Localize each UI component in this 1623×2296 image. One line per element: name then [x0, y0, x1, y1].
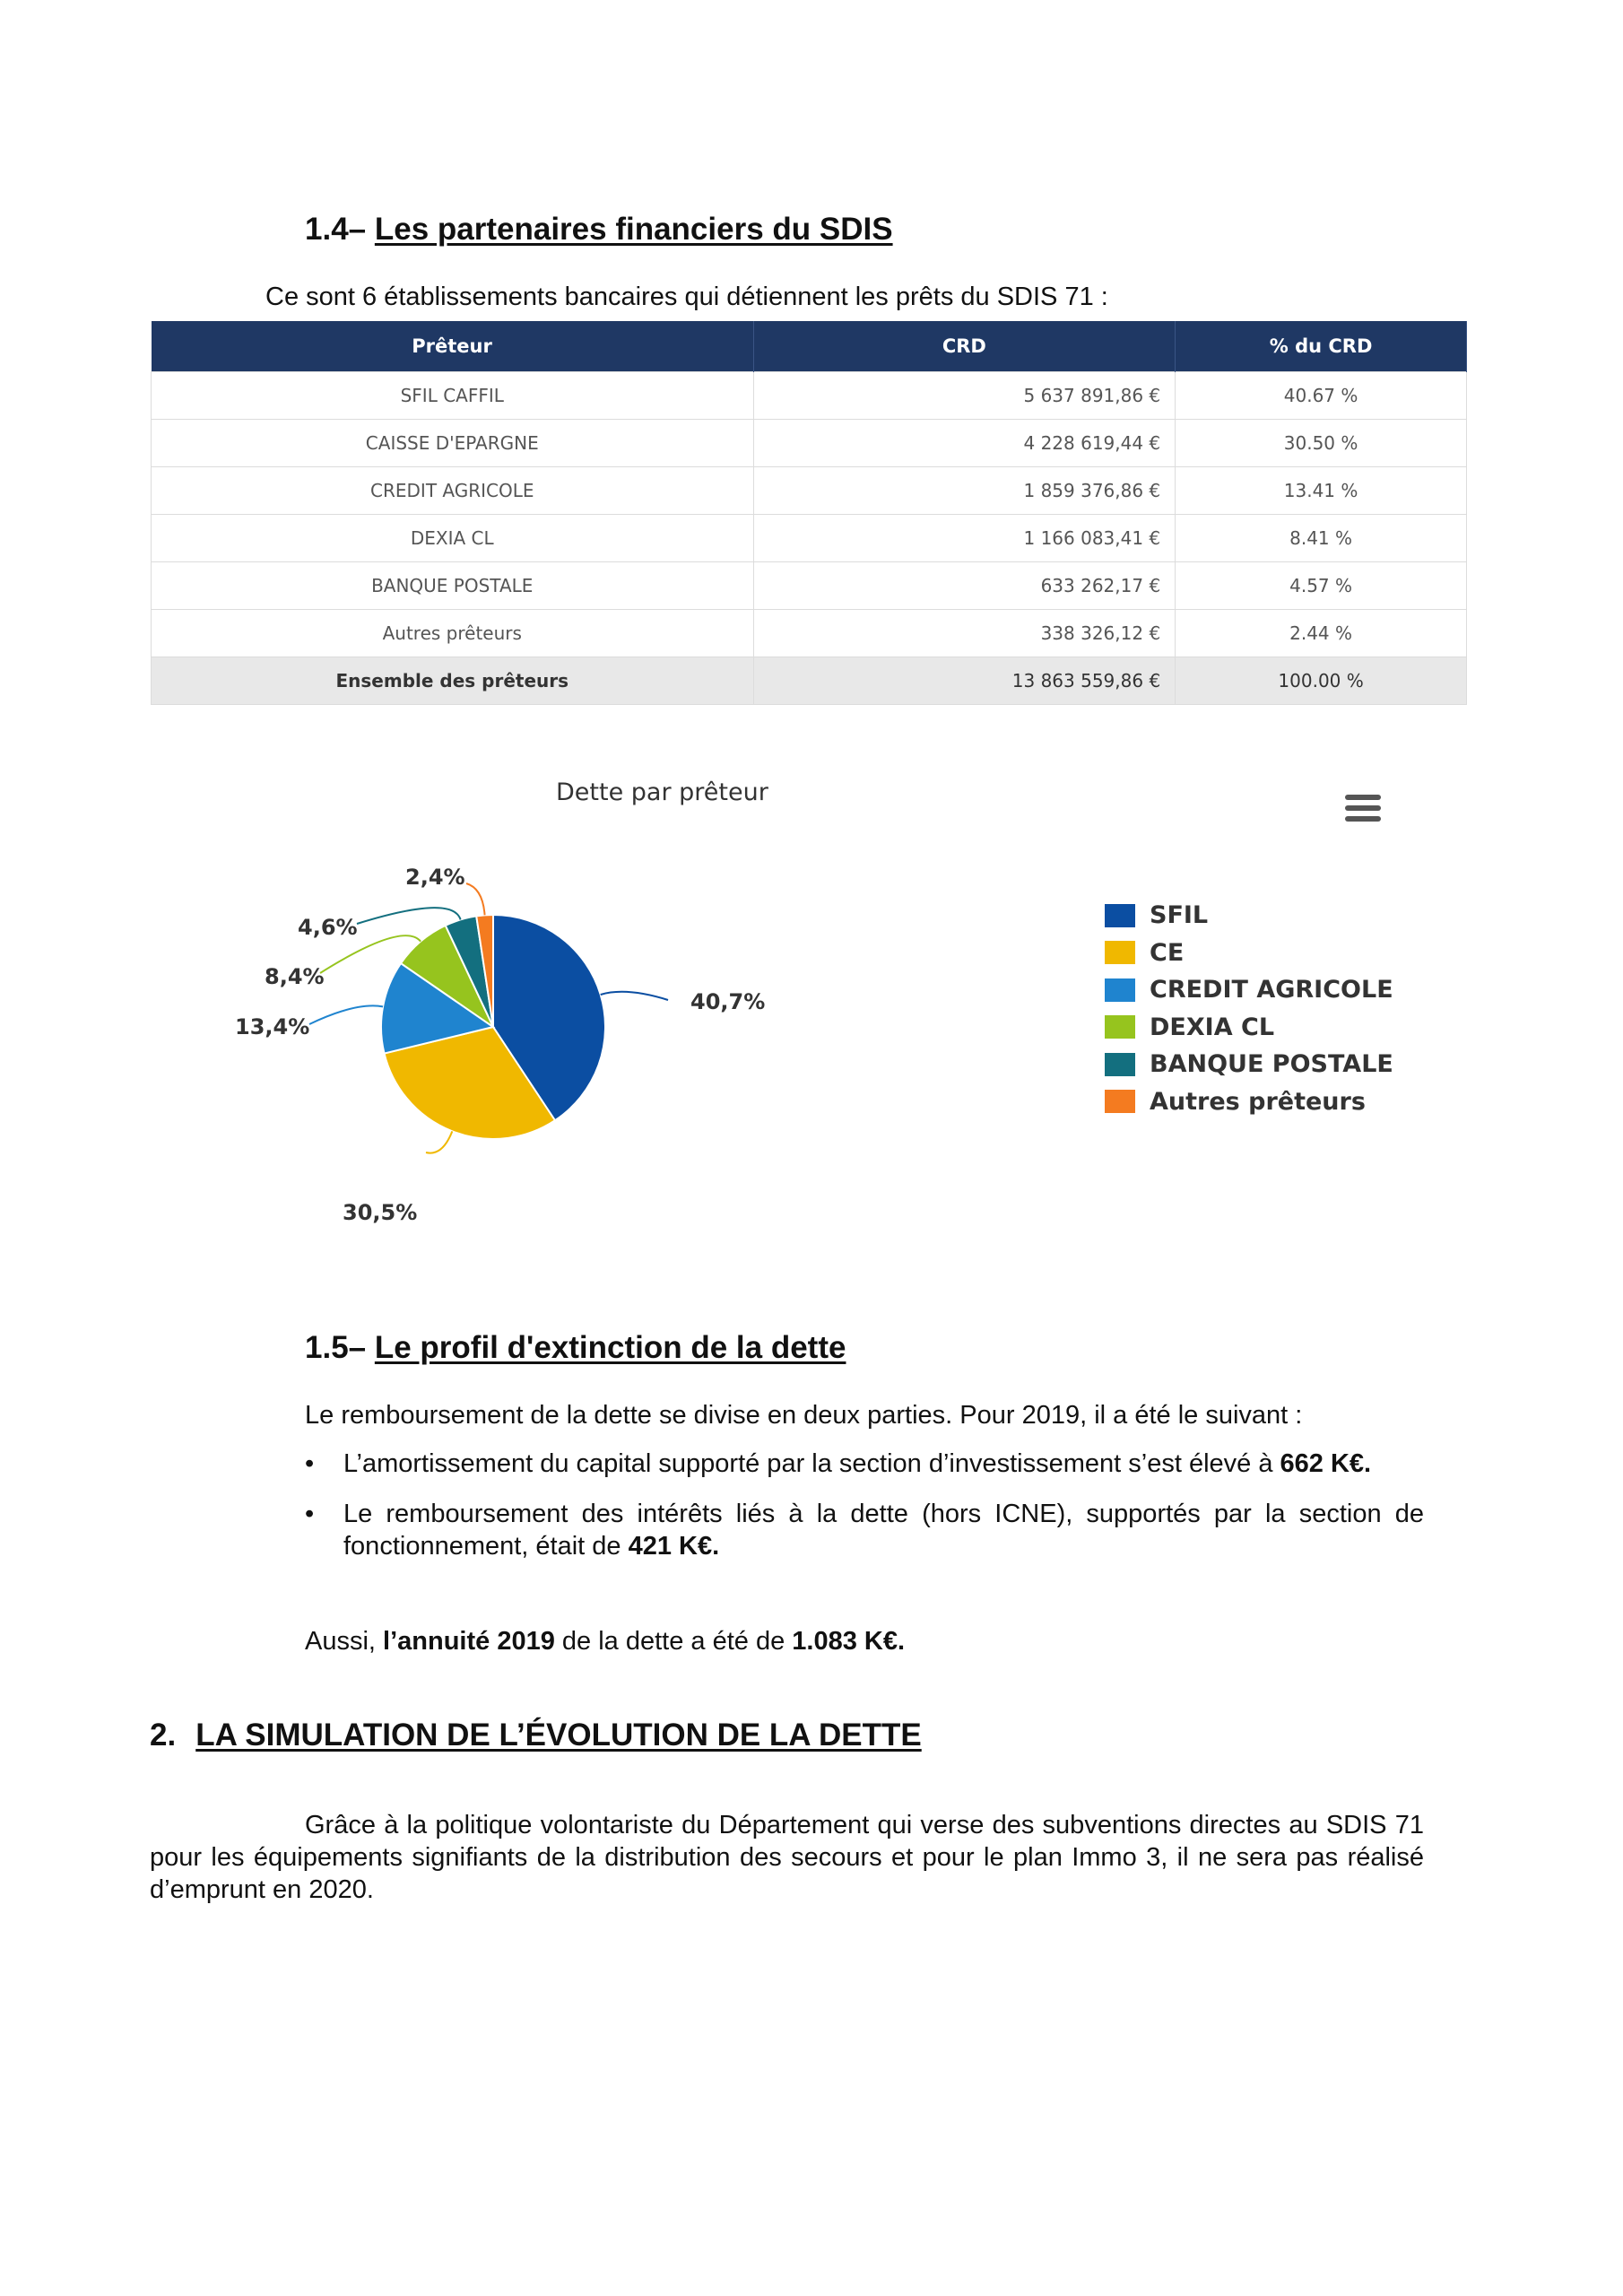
list-item: [305, 1498, 1424, 1562]
cell-lender: Autres prêteurs: [152, 610, 754, 657]
label-connector: [601, 992, 668, 1000]
annuity-conclusion: Aussi, l’annuité 2019 de la dette a été de 1.083 K€.: [305, 1627, 906, 1656]
section-2-paragraph: Grâce à la politique volontariste du Département qui verse des subventions directes au SDIS 71 pour les équipements signifiants de la distribution des secours et pour le plan Immo 3, il ne sera pas réalisé d’emprunt en 2020.: [150, 1811, 1424, 1904]
legend-item[interactable]: [1105, 1046, 1393, 1083]
cell-crd: 13 863 559,86 €: [753, 657, 1176, 705]
repayment-list: [305, 1448, 1424, 1580]
cell-crd: 4 228 619,44 €: [753, 420, 1176, 467]
legend-item[interactable]: [1105, 1009, 1393, 1047]
cell-crd: 1 859 376,86 €: [753, 467, 1176, 515]
legend-item[interactable]: [1105, 1083, 1393, 1121]
section-number: 1.5–: [305, 1330, 367, 1365]
legend-swatch: [1105, 941, 1135, 964]
list-item: [305, 1448, 1424, 1480]
legend-label: BANQUE POSTALE: [1150, 1050, 1393, 1079]
data-label: 4,6%: [298, 915, 358, 940]
header-crd: CRD: [753, 321, 1176, 372]
label-connector: [466, 883, 485, 915]
data-label: 40,7%: [690, 989, 766, 1014]
cell-crd: 633 262,17 €: [753, 562, 1176, 610]
cell-pct: 100.00 %: [1176, 657, 1467, 705]
label-connector: [426, 1131, 452, 1152]
cell-lender: CAISSE D'EPARGNE: [152, 420, 754, 467]
bullet-text: Le remboursement des intérêts liés à la dette (hors ICNE), supportés par la section de fonctionnement, était de: [343, 1500, 1424, 1561]
data-label: 30,5%: [343, 1200, 418, 1225]
data-label: 2,4%: [405, 865, 465, 890]
legend-item[interactable]: [1105, 897, 1393, 935]
cell-lender: CREDIT AGRICOLE: [152, 467, 754, 515]
section-title: Le profil d'extinction de la dette: [374, 1330, 846, 1365]
legend-swatch: [1105, 1053, 1135, 1076]
table-intro: Ce sont 6 établissements bancaires qui détiennent les prêts du SDIS 71 :: [265, 283, 1108, 311]
cell-crd: 1 166 083,41 €: [753, 515, 1176, 562]
bullet-text: L’amortissement du capital supporté par la section d’investissement s’est élevé à: [343, 1449, 1280, 1478]
section-title: LA SIMULATION DE L’ÉVOLUTION DE LA DETTE: [195, 1718, 922, 1752]
legend-swatch: [1105, 904, 1135, 927]
cell-pct: 13.41 %: [1176, 467, 1467, 515]
section-number: 1.4–: [305, 212, 367, 247]
chart-title: Dette par prêteur: [556, 778, 768, 806]
header-lender: Prêteur: [152, 321, 754, 372]
cell-crd: 338 326,12 €: [753, 610, 1176, 657]
cell-pct: 4.57 %: [1176, 562, 1467, 610]
section-title: Les partenaires financiers du SDIS: [374, 212, 893, 247]
cell-pct: 30.50 %: [1176, 420, 1467, 467]
legend-swatch: [1105, 1090, 1135, 1113]
legend-label: SFIL: [1150, 901, 1209, 930]
cell-lender: BANQUE POSTALE: [152, 562, 754, 610]
header-pct: % du CRD: [1176, 321, 1467, 372]
section-1-5-intro: Le remboursement de la dette se divise en deux parties. Pour 2019, il a été le suivant :: [305, 1401, 1303, 1430]
legend-label: CE: [1150, 938, 1185, 967]
cell-pct: 8.41 %: [1176, 515, 1467, 562]
cell-crd: 5 637 891,86 €: [753, 372, 1176, 420]
section-2-heading: [150, 1718, 922, 1753]
cell-pct: 2.44 %: [1176, 610, 1467, 657]
section-1-5-heading: [305, 1330, 846, 1366]
legend-swatch: [1105, 1015, 1135, 1039]
label-connector: [309, 1005, 383, 1024]
label-connector: [357, 908, 461, 924]
legend-label: DEXIA CL: [1150, 1013, 1275, 1041]
cell-lender: DEXIA CL: [152, 515, 754, 562]
data-label: 8,4%: [265, 964, 325, 989]
legend-label: Autres prêteurs: [1150, 1087, 1366, 1116]
cell-lender: SFIL CAFFIL: [152, 372, 754, 420]
cell-lender: Ensemble des prêteurs: [152, 657, 754, 705]
legend-label: CREDIT AGRICOLE: [1150, 976, 1393, 1004]
chart-legend: [1105, 897, 1393, 1120]
legend-item[interactable]: [1105, 935, 1393, 972]
legend-swatch: [1105, 978, 1135, 1002]
section-number: 2.: [150, 1718, 177, 1752]
bullet-amount: 421 K€.: [628, 1532, 720, 1561]
cell-pct: 40.67 %: [1176, 372, 1467, 420]
bullet-amount: 662 K€.: [1280, 1449, 1372, 1478]
legend-item[interactable]: [1105, 971, 1393, 1009]
data-label: 13,4%: [235, 1014, 310, 1039]
